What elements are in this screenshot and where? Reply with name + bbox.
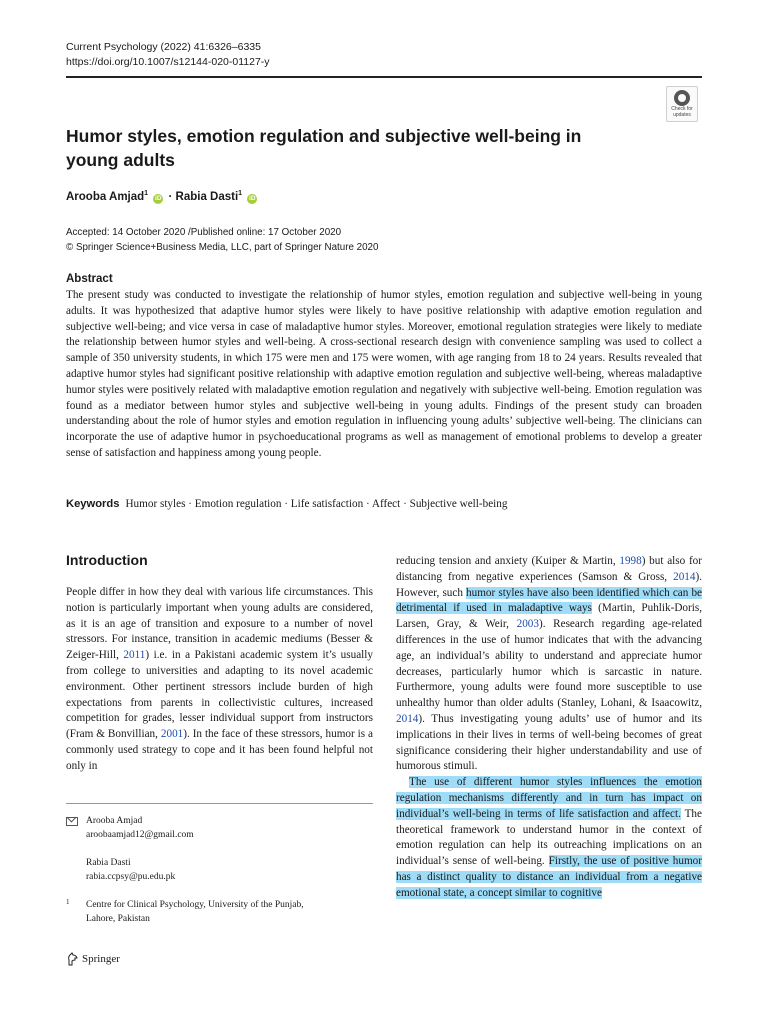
journal-reference: Current Psychology (2022) 41:6326–6335 xyxy=(66,41,261,53)
publisher-name: Springer xyxy=(82,953,120,965)
publication-dates xyxy=(66,226,378,255)
orcid-icon[interactable]: iD xyxy=(249,194,256,202)
publisher-footer xyxy=(66,952,120,966)
author-name[interactable]: Rabia Dasti xyxy=(175,190,239,203)
affiliation-marker: 1 xyxy=(238,190,243,197)
orcid-icon[interactable]: iD xyxy=(155,194,162,202)
co-author xyxy=(86,857,175,884)
citation-link[interactable]: 1998 xyxy=(619,555,642,567)
springer-horse-icon xyxy=(66,952,79,966)
highlighted-text: Firstly, the use of positive humor has a distinct quality to distance an individual from a negative emotional state, a concept similar to cognitive xyxy=(396,855,702,899)
corresponding-author xyxy=(86,815,194,842)
introduction-heading: Introduction xyxy=(66,552,148,568)
introduction-right-column xyxy=(396,554,702,902)
affiliation-marker: 1 xyxy=(144,190,149,197)
envelope-icon xyxy=(66,817,78,826)
keyword-separator: · xyxy=(400,498,410,510)
check-for-updates-icon xyxy=(674,90,690,106)
author-list xyxy=(66,190,259,204)
doi-link[interactable]: https://doi.org/10.1007/s12144-020-01127-y xyxy=(66,56,270,68)
highlighted-text: The use of different humor styles influences the emotion regulation mechanisms differently and in turn has impact on individual’s well-being in terms of life satisfaction and affect. xyxy=(396,776,702,820)
highlighted-text: humor styles have also been identified which can be detrimental if used in maladaptive ways xyxy=(396,586,703,615)
author-name: Arooba Amjad xyxy=(86,816,143,826)
author-name[interactable]: Arooba Amjad xyxy=(66,190,145,203)
introduction-left-column: People differ in how they deal with various life circumstances. This notion is particularly important when young adults are considered, as it is an age of transition and exposure to a number of novel stressors. For instance, transition in academic mediums (Besser & Zeiger-Hill, 2011) i.e. in a Pakistani academic system it’s usually from college to universities and adapting to its novel academic environment. Other pertinent stressors include burden of high expectations from parents in collectivistic cultures, increased competition for grades, lesser individual support from instructors (Fram & Bonvillian, 2001). In the face of these stressors, humor is a commonly used strategy to cope and it has been found helpful not only in xyxy=(66,586,374,772)
affiliation-line: Centre for Clinical Psychology, University of the Punjab, xyxy=(86,900,304,910)
author-name: Rabia Dasti xyxy=(86,858,131,868)
keyword[interactable]: Emotion regulation xyxy=(194,498,282,510)
email-link[interactable]: aroobaamjad12@gmail.com xyxy=(86,829,194,840)
copyright-notice: © Springer Science+Business Media, LLC, part of Springer Nature 2020 xyxy=(66,241,379,253)
keywords-label: Keywords xyxy=(66,498,120,510)
keyword[interactable]: Affect xyxy=(371,498,401,510)
journal-header xyxy=(66,40,270,70)
affiliation xyxy=(86,899,304,926)
author-separator: · xyxy=(168,190,173,203)
keyword[interactable]: Subjective well-being xyxy=(409,498,508,510)
check-for-updates-badge[interactable] xyxy=(666,86,698,122)
article-title: Humor styles, emotion regulation and subjective well-being in young adults xyxy=(66,126,582,170)
keyword-separator: · xyxy=(185,498,195,510)
keyword-list xyxy=(125,498,507,510)
affiliation-line: Lahore, Pakistan xyxy=(86,913,150,924)
email-link[interactable]: rabia.ccpsy@pu.edu.pk xyxy=(86,871,176,882)
citation-link[interactable]: 2014 xyxy=(396,712,419,725)
header-rule xyxy=(66,76,702,78)
citation-link[interactable]: 2001 xyxy=(160,728,184,741)
citation-link[interactable]: 2014 xyxy=(673,570,696,583)
affiliation-number: 1 xyxy=(66,898,70,906)
footnote-rule xyxy=(66,803,373,804)
keyword-separator: · xyxy=(363,498,372,510)
abstract-text: The present study was conducted to investigate the relationship of humor styles, emotion regulation and subjective well-being in young adults. It was hypothesized that adaptive humor styles were likely to have positive relationship with adaptive emotion regulation and subjective well-being; and vice versa in case of maladaptive humor styles. Moreover, emotional regulation strategies were likely to mediate the relationship between humor styles and well-being. A cross-sectional research design with convenience sampling was used to collect a sample of 350 university students, in which 175 were men and 175 were women, with age ranging from 18 to 24 years. Results revealed that adaptive humor styles had significant positive relationship with adaptive emotion regulation and subjective well-being, whereas maladaptive humor styles were positively related with maladaptive emotion regulation and negatively with subjective well-being. Emotion regulation was found as a mediator between humor styles and subjective well-being in young adults. Findings of the present study can broaden understanding about the role of humor styles and emotion regulation in influencing young adults’ subjective well-being. The clinicians can incorporate the use of adaptive humor in psychoeducational programs as well as management of emotional problems to develop a greater sense of satisfaction and happiness among young people. xyxy=(66,289,702,459)
accepted-published-dates: Accepted: 14 October 2020 /Published online: 17 October 2020 xyxy=(66,227,342,238)
paragraph: reducing tension and anxiety (Kuiper & Martin, 1998) but also for distancing from negative experiences (Samson & Gross, 2014). However, such humor styles have also been identified which can be detrimental if used in maladaptive ways (Martin, Puhlik-Doris, Larsen, Gray, & Weir, 2003). Research regarding age-related differences in the use of humor indicates that with the advancing age, an individual’s ability to understand and appreciate humor decreases, particularly humor which is sarcastic in nature. Furthermore, young adults were found more susceptible to use unhealthy humor than older adults (Stanley, Lohani, & Isaacowitz, 2014). Thus investigating young adults’ use of humor and its implications in their lives in terms of well-being becomes of great significance considering their higher understandability and use of humorous stimuli. xyxy=(396,555,703,773)
check-for-updates-label: Check for updates xyxy=(671,106,693,118)
keywords xyxy=(66,498,702,510)
keyword[interactable]: Humor styles xyxy=(125,498,186,510)
citation-link[interactable]: 2011 xyxy=(123,649,146,662)
keyword-separator: · xyxy=(281,498,291,510)
citation-link[interactable]: 2003 xyxy=(516,618,539,631)
paragraph: The use of different humor styles influences the emotion regulation mechanisms differently and in turn has impact on individual’s well-being in terms of life satisfaction and affect. The theoretical framework to understand humor in the context of emotion regulation can help its outreaching implications on an individual’s sense of well-being. Firstly, the use of positive humor has a distinct quality to distance an individual from a negative emotional state, a concept similar to cognitive xyxy=(396,776,702,899)
keyword[interactable]: Life satisfaction xyxy=(290,498,364,510)
abstract-heading: Abstract xyxy=(66,273,113,285)
